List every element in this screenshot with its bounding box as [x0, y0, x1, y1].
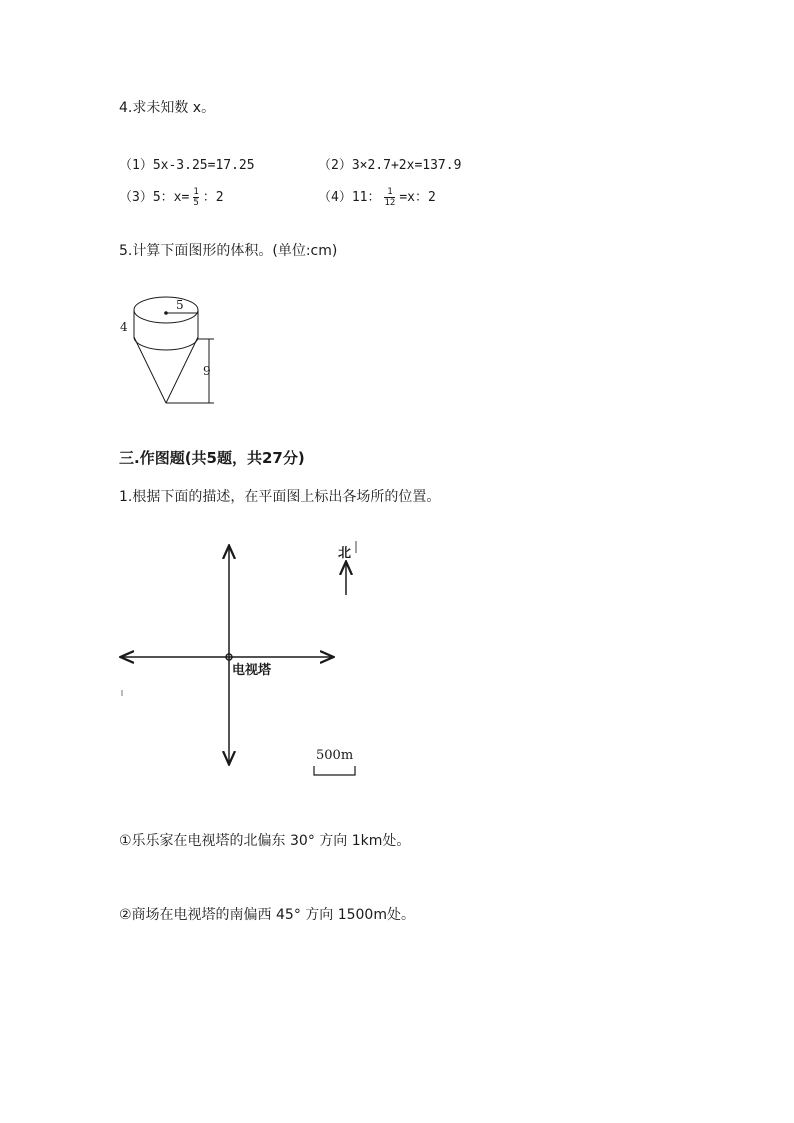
map-diagram [110, 535, 370, 780]
cylinder-bottom [134, 337, 198, 350]
height-label: 4 [120, 320, 128, 334]
radius-label: 5 [176, 298, 184, 312]
scale-bar [314, 766, 355, 775]
cylinder-top [134, 297, 198, 323]
fraction-1-12 [384, 187, 395, 208]
location-item-2: ②商场在电视塔的南偏西 45° 方向 1500m处。 [119, 907, 415, 923]
equation-1: （1）5x-3.25=17.25 [119, 158, 255, 173]
equation-4 [318, 186, 436, 208]
section-3-heading: 三.作图题(共5题，共27分) [119, 449, 305, 467]
north-label: 北 [338, 546, 352, 561]
fraction-denominator: 5 [193, 198, 199, 208]
fraction-denominator: 12 [384, 198, 396, 208]
question-5-title: 5.计算下面图形的体积。(单位:cm) [119, 243, 338, 259]
cone-left-edge [134, 337, 166, 403]
scale-label: 500m [316, 748, 354, 763]
cylinder-cone-figure [110, 285, 220, 410]
equation-4-suffix: =x：2 [399, 190, 436, 205]
fraction-numerator: 1 [387, 187, 393, 197]
question-4-title: 4.求未知数 x。 [119, 100, 216, 116]
fraction-1-5 [193, 187, 198, 208]
equation-3-prefix: （3）5：x= [119, 190, 190, 205]
equation-3 [119, 186, 224, 208]
location-item-1: ①乐乐家在电视塔的北偏东 30° 方向 1km处。 [119, 833, 411, 849]
fraction-numerator: 1 [193, 187, 199, 197]
equation-3-suffix: ：2 [202, 190, 224, 205]
cone-right-edge [166, 337, 198, 403]
cone-height-label: 9 [203, 364, 211, 378]
drawing-question-1-title: 1.根据下面的描述，在平面图上标出各场所的位置。 [119, 489, 441, 505]
equation-4-prefix: （4）11： [318, 190, 381, 205]
tower-label: 电视塔 [232, 663, 272, 678]
equation-2: （2）3×2.7+2x=137.9 [318, 158, 462, 173]
